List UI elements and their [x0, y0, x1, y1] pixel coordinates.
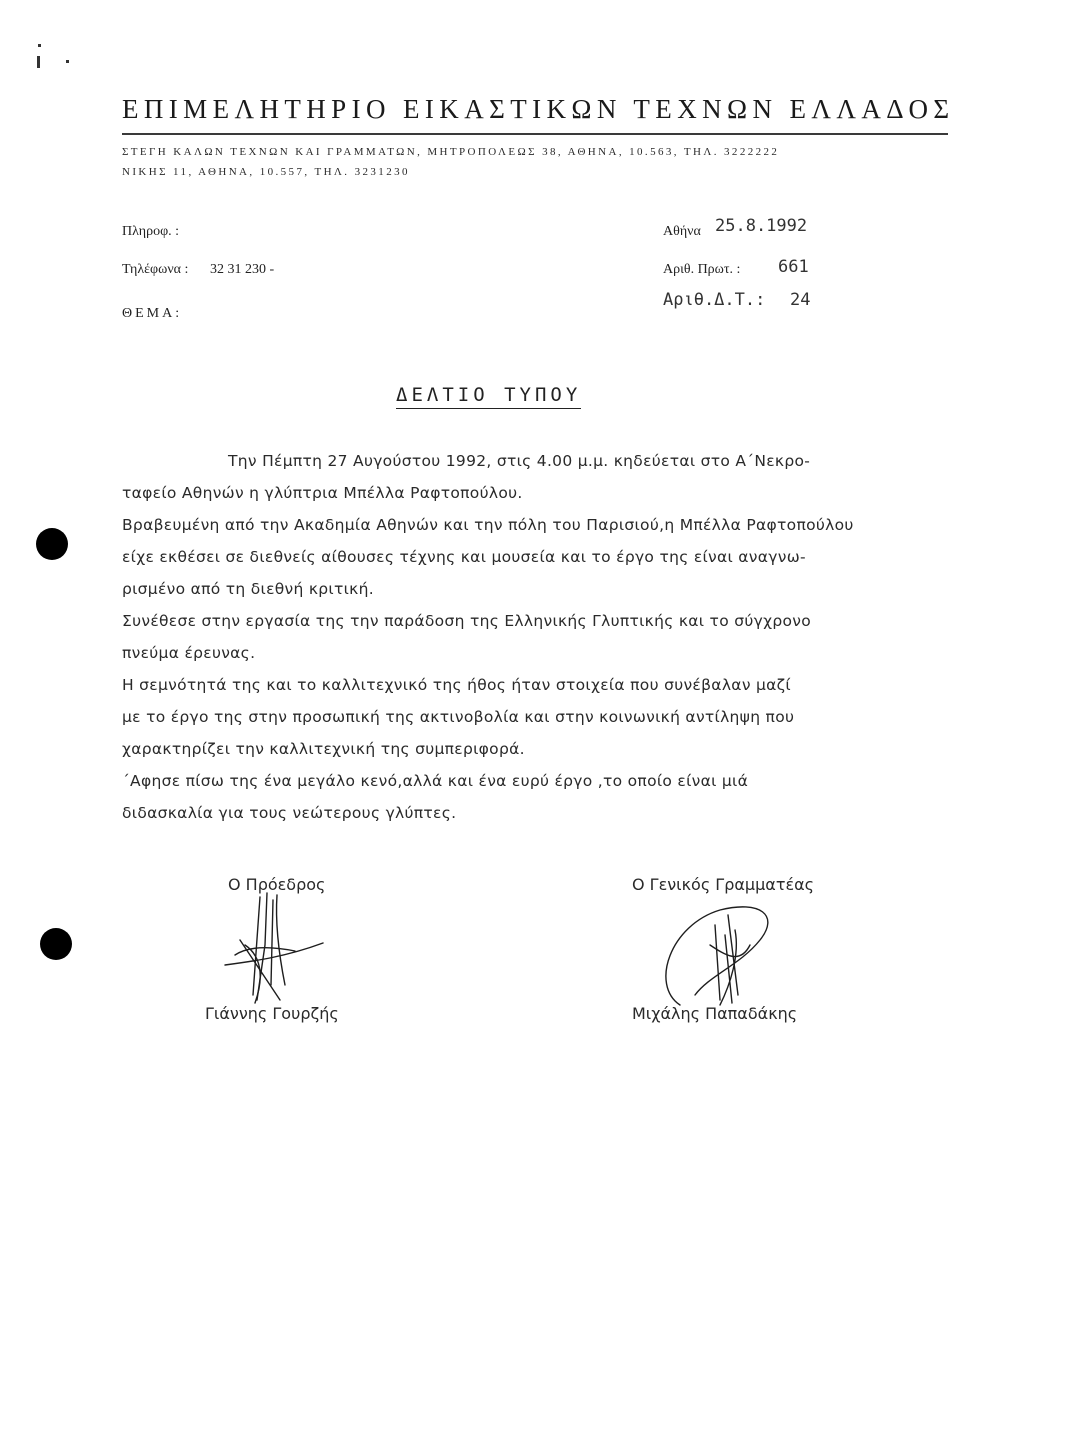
body-line: πνεύμα έρευνας. — [122, 644, 256, 662]
left-signatory-name: Γιάννης Γουρζής — [205, 1004, 339, 1023]
scan-mark — [37, 56, 40, 68]
dt-number: 24 — [790, 290, 811, 310]
punch-hole-top — [36, 528, 68, 560]
phone-value: 32 31 230 - — [210, 262, 275, 277]
city-label: Αθήνα — [663, 224, 701, 239]
info-label: Πληροφ. : — [122, 224, 180, 239]
body-line: Η σεμνότητά της και το καλλιτεχνικό της ήθος ήταν στοιχεία που συνέβαλαν μαζί — [122, 676, 791, 694]
protocol-number: 661 — [778, 257, 809, 277]
body-line: με το έργο της στην προσωπική της ακτινοβολία και στην κοινωνική αντίληψη που — [122, 708, 795, 726]
phone-label: Τηλέφωνα : — [122, 262, 189, 277]
body-line: Βραβευμένη από την Ακαδημία Αθηνών και την πόλη του Παρισιού,η Μπέλλα Ραφτοπούλου — [122, 516, 854, 534]
body-line: χαρακτηρίζει την καλλιτεχνική της συμπεριφορά. — [122, 740, 525, 758]
address-line-1: ΣΤΕΓΗ ΚΑΛΩΝ ΤΕΧΝΩΝ ΚΑΙ ΓΡΑΜΜΑΤΩΝ, ΜΗΤΡΟΠΟΛΕΩΣ 38, ΑΘΗΝΑ, 10.563, ΤΗΛ. 3222222 — [122, 146, 780, 158]
address-line-2: ΝΙΚΗΣ 11, ΑΘΗΝΑ, 10.557, ΤΗΛ. 3231230 — [122, 166, 410, 178]
protocol-label: Αριθ. Πρωτ. : — [663, 262, 741, 277]
body-line: Συνέθεσε στην εργασία της την παράδοση της Ελληνικής Γλυπτικής και το σύγχρονο — [122, 612, 811, 630]
body-line: ταφείο Αθηνών η γλύπτρια Μπέλλα Ραφτοπούλου. — [122, 484, 523, 502]
letterhead-title: ΕΠΙΜΕΛΗΤΗΡΙΟ ΕΙΚΑΣΤΙΚΩΝ ΤΕΧΝΩΝ ΕΛΛΑΔΟΣ — [122, 94, 955, 124]
left-signatory-title: Ο Πρόεδρος — [228, 875, 326, 894]
document-title-text: ΔΕΛΤΙΟ ΤΥΠΟΥ — [396, 384, 581, 409]
body-line: ρισμένο από τη διεθνή κριτική. — [122, 580, 374, 598]
scan-mark — [66, 60, 69, 63]
document-title — [396, 384, 581, 406]
punch-hole-bottom — [40, 928, 72, 960]
body-line: Την Πέμπτη 27 Αυγούστου 1992, στις 4.00 μ.μ. κηδεύεται στο Α΄Νεκρο- — [228, 452, 811, 470]
letterhead-rule — [122, 133, 948, 135]
date-value: 25.8.1992 — [715, 216, 808, 236]
right-signatory-title: Ο Γενικός Γραμματέας — [632, 875, 815, 894]
body-line: είχε εκθέσει σε διεθνείς αίθουσες τέχνης και μουσεία και το έργο της είναι αναγνω- — [122, 548, 806, 566]
left-signature — [205, 885, 345, 1010]
body-line: διδασκαλία για τους νεώτερους γλύπτες. — [122, 804, 457, 822]
scan-mark — [38, 44, 41, 47]
right-signatory-name: Μιχάλης Παπαδάκης — [632, 1004, 798, 1023]
body-line: ΄Αφησε πίσω της ένα μεγάλο κενό,αλλά και ένα ευρύ έργο ,το οποίο είναι μιά — [122, 772, 749, 790]
dt-label: Αριθ.Δ.Τ.: — [663, 290, 766, 310]
subject-label: ΘΕΜΑ: — [122, 306, 183, 321]
